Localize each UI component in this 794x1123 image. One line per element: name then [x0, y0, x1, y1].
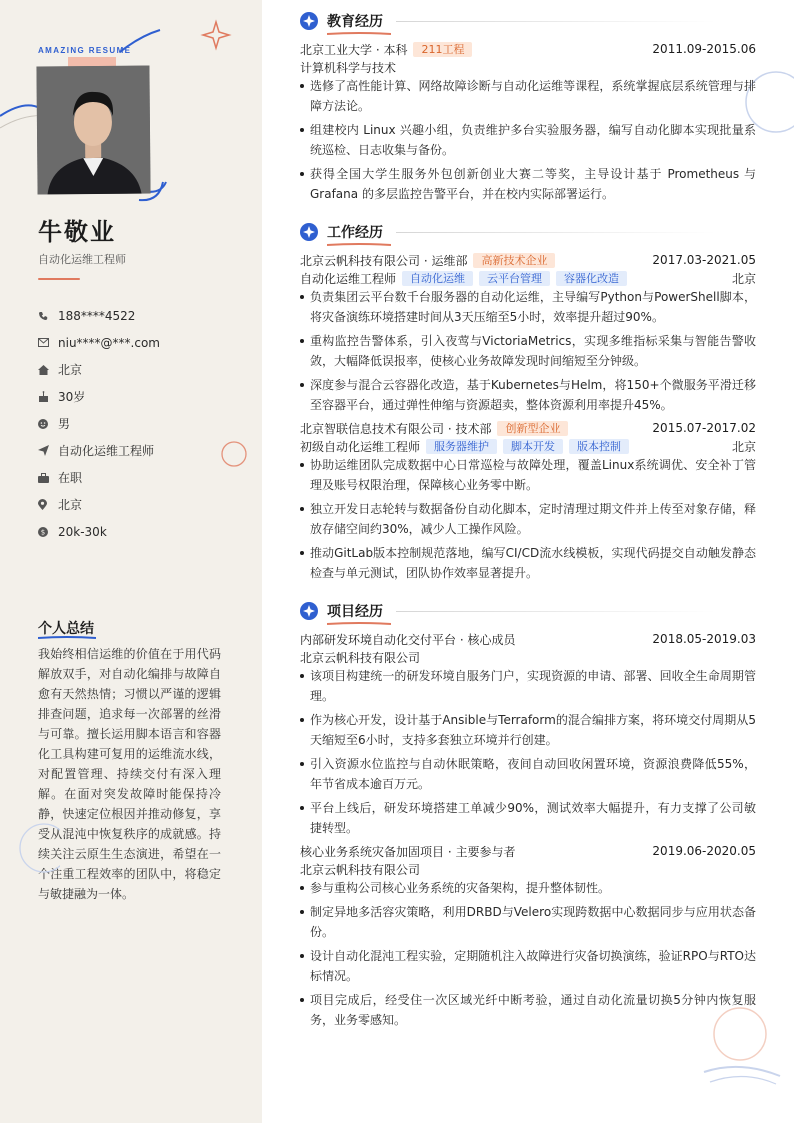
- name-underline: [38, 278, 80, 280]
- projects-divider: [396, 611, 716, 612]
- job-period: 2015.07-2017.02: [652, 421, 756, 435]
- project-period: 2019.06-2020.05: [652, 844, 756, 858]
- company-tag: 创新型企业: [497, 421, 568, 436]
- list-item: 设计自动化混沌工程实验，定期随机注入故障进行灾备切换演练，验证RPO与RTO达标情况。: [300, 946, 756, 986]
- work-title-underline: [327, 243, 391, 246]
- info-home: 北京: [38, 356, 248, 383]
- info-phone: 188****4522: [38, 302, 248, 329]
- info-gender: 男: [38, 410, 248, 437]
- job-entry-head: [300, 251, 756, 269]
- projects-section-icon: [300, 602, 318, 620]
- projects-title-underline: [327, 622, 391, 625]
- project-period: 2018.05-2019.03: [652, 632, 756, 646]
- info-salary: $ 20k-30k: [38, 518, 248, 545]
- list-item: 引入资源水位监控与自动休眠策略，夜间自动回收闲置环境，资源浪费降低55%，年节省成本逾百万元。: [300, 754, 756, 794]
- job-bullets: [300, 455, 756, 583]
- home-icon: [38, 365, 58, 375]
- projects-header: [300, 600, 756, 626]
- list-item: 平台上线后，研发环境搭建工单减少90%，测试效率大幅提升，有力支撑了公司敏捷转型。: [300, 798, 756, 838]
- full-name: 牛敬业: [38, 218, 116, 246]
- location-icon: [38, 499, 58, 510]
- education-divider: [396, 21, 716, 22]
- skill-tag: 脚本开发: [503, 439, 563, 454]
- skill-tag: 服务器维护: [426, 439, 497, 454]
- job-title: 自动化运维工程师: [38, 253, 126, 266]
- info-status: 在职: [38, 464, 248, 491]
- list-item: 制定异地多活容灾策略，利用DRBD与Velero实现跨数据中心数据同步与应用状态备份。: [300, 902, 756, 942]
- mail-icon: [38, 338, 58, 347]
- education-period: 2011.09-2015.06: [652, 42, 756, 56]
- projects-section: [300, 600, 756, 1034]
- projects-title: 项目经历: [327, 604, 383, 620]
- list-item: 推动GitLab版本控制规范落地，编写CI/CD流水线模板，实现代码提交自动触发静态检查与单元测试，团队协作效率显著提升。: [300, 543, 756, 583]
- company-tag: 高新技术企业: [473, 253, 555, 268]
- smile-icon: [38, 419, 58, 429]
- list-item: 独立开发日志轮转与数据备份自动化脚本，定时清理过期文件并上传至对象存储，释放存储空间约30%，减少人工操作风险。: [300, 499, 756, 539]
- list-item: 协助运维团队完成数据中心日常巡检与故障处理，覆盖Linux系统调优、安全补丁管理及账号权限治理，保障核心业务零中断。: [300, 455, 756, 495]
- project-bullets: [300, 666, 756, 838]
- work-header: [300, 221, 756, 247]
- education-entry-head: [300, 40, 756, 58]
- company-name: 北京智联信息技术有限公司 · 技术部: [300, 421, 492, 436]
- list-item: 获得全国大学生服务外包创新创业大赛二等奖，主导设计基于 Prometheus 与 Grafana 的多层监控告警平台，并在校内实际部署运行。: [300, 164, 756, 204]
- profile-photo: [36, 66, 150, 195]
- skill-tag: 自动化运维: [402, 271, 473, 286]
- project-name: 内部研发环境自动化交付平台 · 核心成员: [300, 632, 516, 647]
- contact-info-list: [38, 302, 248, 545]
- job-entry-head: [300, 419, 756, 437]
- work-section-icon: [300, 223, 318, 241]
- list-item: 参与重构公司核心业务系统的灾备架构，提升整体韧性。: [300, 878, 756, 898]
- phone-icon: [38, 311, 58, 321]
- project-name: 核心业务系统灾备加固项目 · 主要参与者: [300, 844, 516, 859]
- summary-underline: [38, 636, 96, 639]
- skill-tag: 容器化改造: [556, 271, 627, 286]
- education-header: [300, 10, 756, 36]
- list-item: 负责集团云平台数千台服务器的自动化运维，主导编写Python与PowerShell脚本，将灾备演练环境搭建时间从3天压缩至5小时，效率提升超过90%。: [300, 287, 756, 327]
- education-title-underline: [327, 32, 391, 35]
- school-name: 北京工业大学 · 本科: [300, 42, 408, 57]
- project-company: 北京云帆科技有限公司: [300, 862, 421, 877]
- job-role-line: [300, 269, 756, 287]
- briefcase-icon: [38, 473, 58, 483]
- education-bullets: [300, 76, 756, 204]
- banner-text: AMAZING RESUME: [38, 46, 132, 55]
- job-city: 北京: [731, 439, 756, 454]
- send-icon: [38, 445, 58, 456]
- work-divider: [396, 232, 716, 233]
- list-item: 重构监控告警体系，引入夜莺与VictoriaMetrics，实现多维指标采集与智能告警收敛，大幅降低误报率，使核心业务故障发现时间缩短至分钟级。: [300, 331, 756, 371]
- list-item: 选修了高性能计算、网络故障诊断与自动化运维等课程，系统掌握底层系统管理与排障方法论。: [300, 76, 756, 116]
- list-item: 项目完成后，经受住一次区域光纤中断考验，通过自动化流量切换5分钟内恢复服务，业务零感知。: [300, 990, 756, 1030]
- skill-tag: 版本控制: [569, 439, 629, 454]
- info-email: niu****@***.com: [38, 329, 248, 356]
- job-city: 北京: [731, 271, 756, 286]
- project-entry-head: [300, 842, 756, 860]
- job-role: 自动化运维工程师: [300, 271, 397, 286]
- project-bullets: [300, 878, 756, 1030]
- svg-text:$: $: [40, 528, 46, 537]
- work-title: 工作经历: [327, 225, 383, 241]
- job-role: 初级自动化运维工程师: [300, 439, 421, 454]
- cake-icon: [38, 391, 58, 402]
- summary-title: 个人总结: [38, 621, 94, 637]
- school-tag: 211工程: [413, 42, 472, 57]
- major: 计算机科学与技术: [300, 60, 397, 75]
- salary-icon: [38, 527, 58, 537]
- info-location: 北京: [38, 491, 248, 518]
- list-item: 深度参与混合云容器化改造，基于Kubernetes与Helm，将150+个微服务平滑迁移至容器平台，通过弹性伸缩与资源超卖，整体资源利用率提升45%。: [300, 375, 756, 415]
- project-company: 北京云帆科技有限公司: [300, 650, 421, 665]
- education-title: 教育经历: [327, 14, 383, 30]
- job-role-line: [300, 437, 756, 455]
- list-item: 作为核心开发，设计基于Ansible与Terraform的混合编排方案，将环境交付周期从5天缩短至6小时，支持多套独立环境并行创建。: [300, 710, 756, 750]
- company-name: 北京云帆科技有限公司 · 运维部: [300, 253, 468, 268]
- list-item: 该项目构建统一的研发环境自服务门户，实现资源的申请、部署、回收全生命周期管理。: [300, 666, 756, 706]
- summary-text: 我始终相信运维的价值在于用代码解放双手，对自动化编排与故障自愈有天然热情；习惯以严谨的逻辑排查问题，追求每一次部署的丝滑与可靠。擅长运用脚本语言和容器化工具构建可复用的运维流水线，对配置管理、持续交付有深入理解。在面对突发故障时能保持冷静，快速定位根因并推动修复，享受从混沌中恢复秩序的成就感。持续关注云原生生态演进，希望在一个注重工程效率的团队中，将稳定与敏捷融为一体。: [38, 647, 221, 901]
- sidebar: [0, 0, 262, 1123]
- info-target-job: 自动化运维工程师: [38, 437, 248, 464]
- project-entry-head: [300, 630, 756, 648]
- job-period: 2017.03-2021.05: [652, 253, 756, 267]
- info-age: 30岁: [38, 383, 248, 410]
- work-section: [300, 221, 756, 587]
- education-section: [300, 10, 756, 208]
- list-item: 组建校内 Linux 兴趣小组，负责维护多台实验服务器，编写自动化脚本实现批量系统巡检、日志收集与备份。: [300, 120, 756, 160]
- job-bullets: [300, 287, 756, 415]
- education-section-icon: [300, 12, 318, 30]
- skill-tag: 云平台管理: [479, 271, 550, 286]
